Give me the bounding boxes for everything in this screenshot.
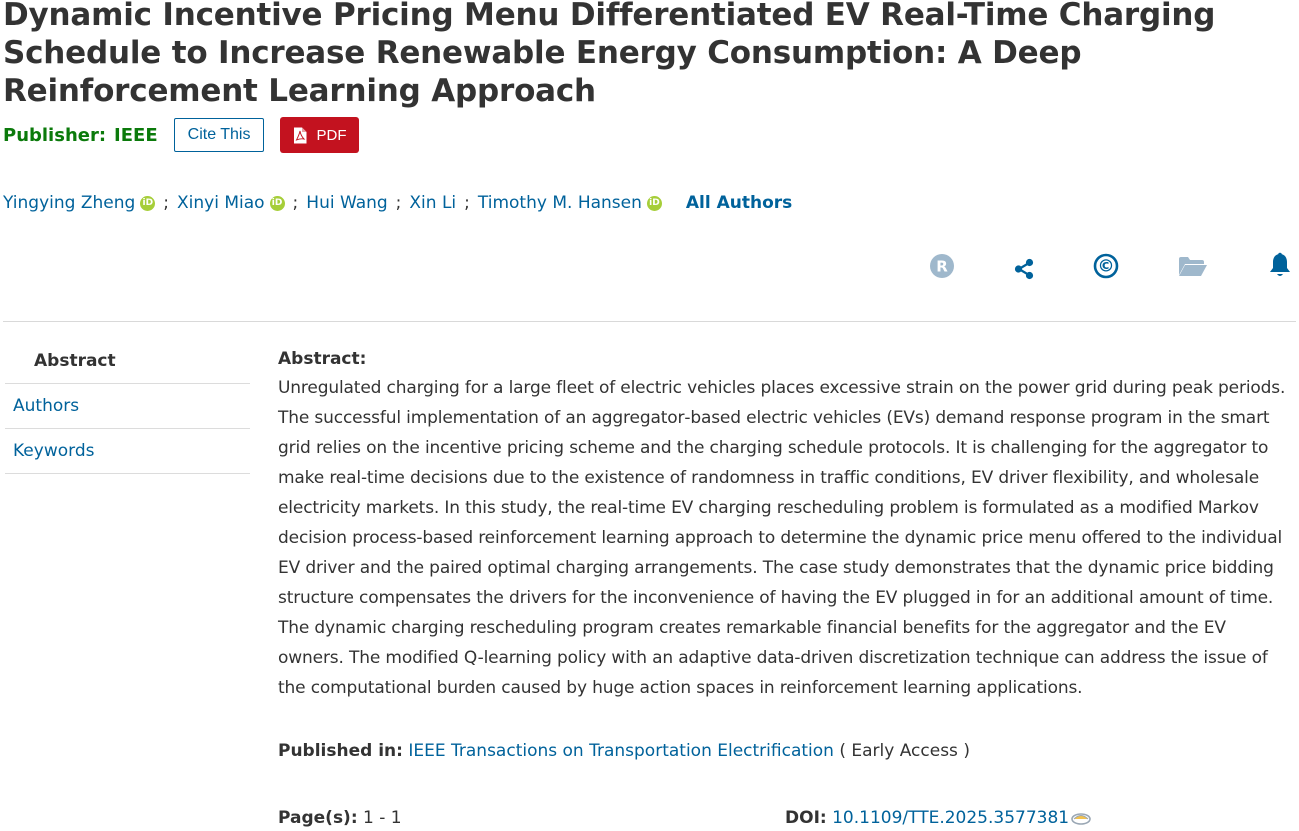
copyright-icon[interactable]	[1093, 253, 1119, 279]
share-icon[interactable]	[1014, 258, 1034, 280]
author-separator: ;	[464, 193, 470, 213]
doi-label: DOI:	[785, 808, 827, 828]
author-link[interactable]: Hui Wang	[306, 193, 388, 213]
publisher-name: IEEE	[114, 124, 158, 146]
nav-item-abstract[interactable]: Abstract	[5, 339, 250, 384]
doi	[785, 808, 1092, 828]
publisher-label: Publisher:	[3, 124, 107, 146]
orcid-icon[interactable]: iD	[270, 196, 285, 211]
journal-link[interactable]: IEEE Transactions on Transportation Electrification	[408, 741, 834, 761]
rights-icon[interactable]	[929, 253, 955, 279]
folder-icon[interactable]	[1178, 256, 1208, 277]
publisher-row	[3, 117, 359, 153]
cite-this-button[interactable]: Cite This	[174, 118, 265, 152]
section-divider	[3, 321, 1296, 322]
doi-link[interactable]: 10.1109/TTE.2025.3577381	[832, 808, 1070, 828]
author-link[interactable]: Timothy M. Hansen	[477, 193, 642, 213]
bell-icon[interactable]	[1268, 252, 1292, 279]
author-separator: ;	[163, 193, 169, 213]
orcid-icon[interactable]: iD	[140, 196, 155, 211]
author-link[interactable]: Yingying Zheng	[3, 193, 136, 213]
author-link[interactable]: Xin Li	[409, 193, 457, 213]
publication-status: ( Early Access )	[839, 741, 970, 761]
publisher	[3, 125, 158, 146]
svg-text:©: ©	[1097, 256, 1115, 277]
pages-value: 1 - 1	[363, 808, 402, 828]
nav-item-keywords[interactable]: Keywords	[5, 429, 250, 474]
page-title: Dynamic Incentive Pricing Menu Differentiated EV Real-Time Charging Schedule to Increase Renewable Energy Consumption: A Deep Reinforcement Learning Approach	[3, 0, 1216, 109]
author-separator: ;	[395, 193, 402, 213]
orcid-icon[interactable]: iD	[647, 196, 662, 211]
authors-list	[3, 191, 792, 215]
abstract-heading: Abstract:	[278, 349, 367, 369]
pdf-button[interactable]	[280, 117, 359, 153]
abstract-section	[278, 347, 1290, 703]
pages-label: Page(s):	[278, 808, 358, 828]
author-separator: ;	[292, 193, 299, 213]
author-link[interactable]: Xinyi Miao	[177, 193, 265, 213]
abstract-text: Unregulated charging for a large fleet of electric vehicles places excessive strain on the power grid during peak periods. The successful implementation of an aggregator‐based electric vehicles (EVs) demand response program in the smart grid relies on the incentive pricing scheme and the charging schedule protocols. It is challenging for the aggregator to make real-time decisions due to the existence of randomness in traffic conditions, EV driver flexibility, and wholesale electricity markets. In this study, the real-time EV charging rescheduling problem is formulated as a modified Markov decision process-based reinforcement learning approach to determine the dynamic price menu offered to the individual EV driver and the paired optimal charging arrangements. The case study demonstrates that the dynamic price bidding structure compensates the drivers for the inconvenience of having the EV plugged in for an additional amount of time. The dynamic charging rescheduling program creates remarkable financial benefits for the aggregator and the EV owners. The modified Q-learning policy with an adaptive data-driven discretization technique can address the issue of the computational burden caused by huge action spaces in reinforcement learning applications.	[278, 378, 1286, 698]
published-in-label: Published in:	[278, 741, 403, 761]
document-sections-nav	[5, 339, 250, 474]
crossref-icon	[1070, 810, 1092, 826]
pdf-icon	[293, 127, 307, 144]
all-authors-link[interactable]: All Authors	[685, 193, 793, 213]
page-range	[278, 808, 402, 828]
svg-text:R: R	[936, 257, 948, 276]
pdf-button-label: PDF	[316, 126, 347, 144]
nav-item-authors[interactable]: Authors	[5, 384, 250, 429]
published-in	[278, 741, 970, 761]
